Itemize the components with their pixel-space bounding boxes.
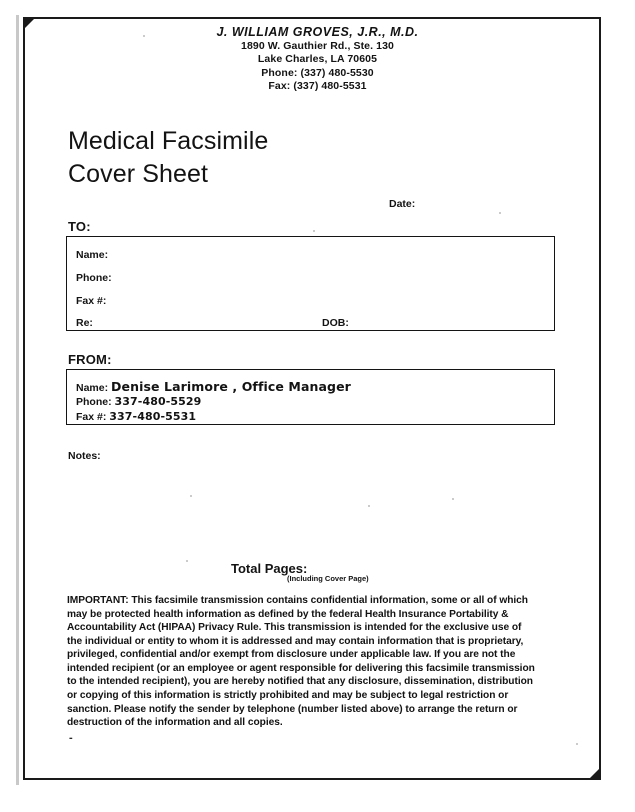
practice-street-address: 1890 W. Gauthier Rd., Ste. 130 [241,40,394,52]
from-fax-label: Fax #: [76,411,107,423]
to-section-heading: TO: [68,219,91,234]
practice-doctor-name: J. WILLIAM GROVES, J.R., M.D. [216,25,419,39]
page-title-line-2: Cover Sheet [68,160,209,188]
from-section-heading: FROM: [68,352,112,367]
from-name-field[interactable] [76,379,351,394]
scan-speck [452,498,454,500]
from-phone-label: Phone: [76,396,112,408]
scan-speck [186,560,188,562]
page-title-line-1: Medical Facsimile [68,127,269,155]
scan-speck [576,743,578,745]
confidentiality-disclaimer [67,594,535,730]
notes-label: Notes: [68,450,101,462]
letterhead [0,24,635,94]
to-name-field[interactable] [76,249,108,261]
from-fax-field[interactable] [76,410,196,423]
disclaimer-body: This facsimile transmission contains confidential information, some or all of which may be protected health information as defined by the federal Health Insurance Portability & Accountability Act (HIPAA) Privacy Rule. This transmission is intended for the exclusive use of the individual or entity to whom it is addressed and may contain information that is proprietary, privileged, confidential and/or exempt from disclosure under applicable law. If you are not the intended recipient (or an employee or agent responsible for delivering this facsimile transmission to the intended recipient), you are hereby notified that any disclosure, dissemination, distribution or copying of this information is strictly prohibited and may be subject to legal restriction or sanction. Please notify the sender by telephone (number listed above) to arrange the return or destruction of the information and all copies. [67,595,535,729]
scan-speck [313,230,315,232]
from-phone-field[interactable] [76,395,201,408]
page-title [68,125,268,191]
from-name-value[interactable]: Denise Larimore , Office Manager [111,379,351,394]
from-section-box [66,369,555,425]
to-dob-field[interactable] [322,317,349,329]
page-corner-bottom-right [590,769,599,778]
notes-field[interactable] [68,450,101,462]
total-pages-label: Total Pages: [231,561,308,576]
to-dob-label: DOB: [322,317,349,329]
from-name-label: Name: [76,382,109,394]
from-fax-value[interactable]: 337-480-5531 [109,410,197,423]
to-section-box [66,236,555,331]
practice-phone: Phone: (337) 480-5530 [261,66,374,79]
to-phone-label: Phone: [76,272,112,284]
practice-fax: Fax: (337) 480-5531 [268,80,367,93]
to-re-label: Re: [76,317,93,329]
practice-city-state-zip: Lake Charles, LA 70605 [257,53,378,66]
scan-speck [143,35,145,37]
to-fax-label: Fax #: [76,295,107,307]
scan-speck [190,495,192,497]
date-field[interactable] [389,198,415,210]
date-label: Date: [389,198,416,210]
scan-stray-mark: - [69,732,73,744]
to-name-label: Name: [76,249,109,261]
from-phone-value[interactable]: 337-480-5529 [114,395,202,408]
scan-speck [368,505,370,507]
to-fax-field[interactable] [76,295,106,307]
scan-speck [499,212,501,214]
disclaimer-lead: IMPORTANT: [67,595,129,606]
to-re-field[interactable] [76,317,93,329]
to-phone-field[interactable] [76,272,112,284]
total-pages-subnote: (Including Cover Page) [287,574,369,583]
